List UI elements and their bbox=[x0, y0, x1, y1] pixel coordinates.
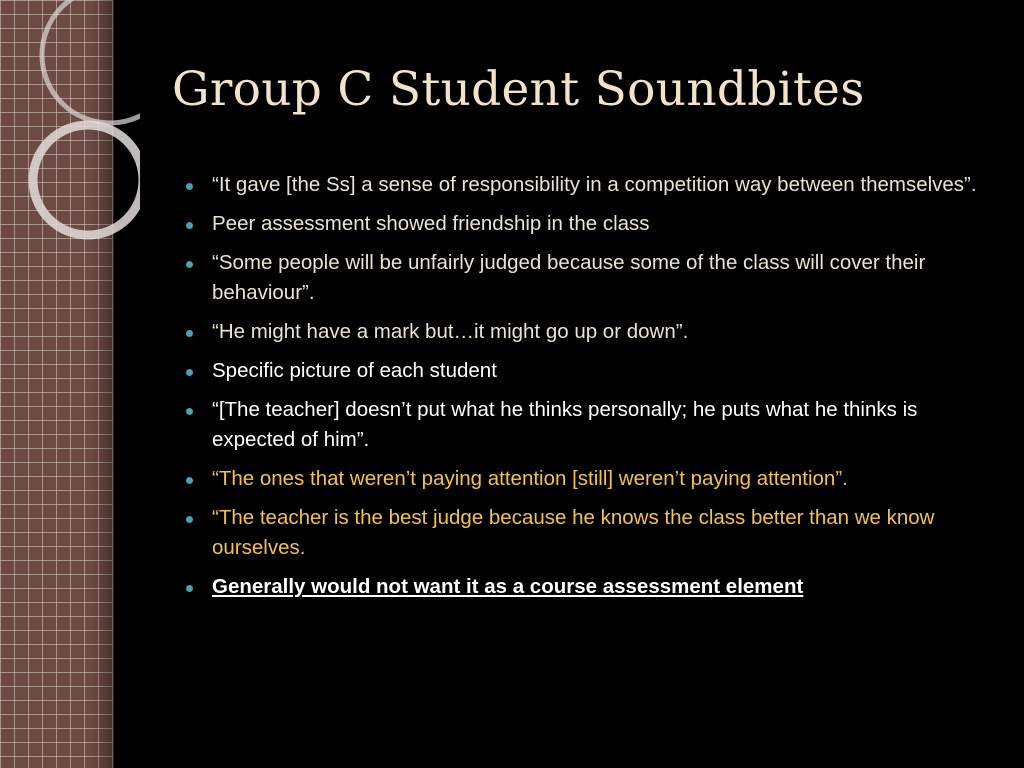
bullet-item-conclusion bbox=[186, 572, 986, 602]
bullet-marker-icon bbox=[186, 477, 193, 484]
slide-title: Group C Student Soundbites bbox=[172, 62, 865, 117]
ring-small bbox=[33, 125, 140, 235]
bullet-marker-icon bbox=[186, 585, 193, 592]
bullet-marker-icon bbox=[186, 222, 193, 229]
decorative-rings bbox=[0, 0, 140, 260]
bullet-marker-icon bbox=[186, 330, 193, 337]
bullet-item bbox=[186, 356, 986, 386]
bullet-marker-icon bbox=[186, 261, 193, 268]
bullet-text: Peer assessment showed friendship in the class bbox=[212, 212, 650, 235]
bullet-text: “The ones that weren’t paying attention [still] weren’t paying attention”. bbox=[212, 467, 848, 490]
bullet-marker-icon bbox=[186, 516, 193, 523]
bullet-item bbox=[186, 248, 986, 308]
ring-large bbox=[42, 0, 140, 123]
bullet-item bbox=[186, 170, 986, 200]
bullet-marker-icon bbox=[186, 183, 193, 190]
bullet-item bbox=[186, 395, 986, 455]
bullet-item bbox=[186, 209, 986, 239]
bullet-text: “Some people will be unfairly judged because some of the class will cover their behaviour”. bbox=[212, 251, 926, 304]
bullet-marker-icon bbox=[186, 369, 193, 376]
bullet-text: “It gave [the Ss] a sense of responsibility in a competition way between themselves”. bbox=[212, 173, 977, 196]
bullet-text: Generally would not want it as a course assessment element bbox=[212, 575, 804, 598]
bullet-text: “The teacher is the best judge because he knows the class better than we know ourselves. bbox=[212, 506, 935, 559]
bullet-marker-icon bbox=[186, 408, 193, 415]
bullet-item bbox=[186, 464, 986, 494]
bullet-item bbox=[186, 317, 986, 347]
bullet-text: “He might have a mark but…it might go up or down”. bbox=[212, 320, 689, 343]
bullet-list bbox=[186, 170, 986, 611]
bullet-text: Specific picture of each student bbox=[212, 359, 497, 382]
bullet-item bbox=[186, 503, 986, 563]
bullet-text: “[The teacher] doesn’t put what he thinks personally; he puts what he thinks is expected of him”. bbox=[212, 398, 918, 451]
